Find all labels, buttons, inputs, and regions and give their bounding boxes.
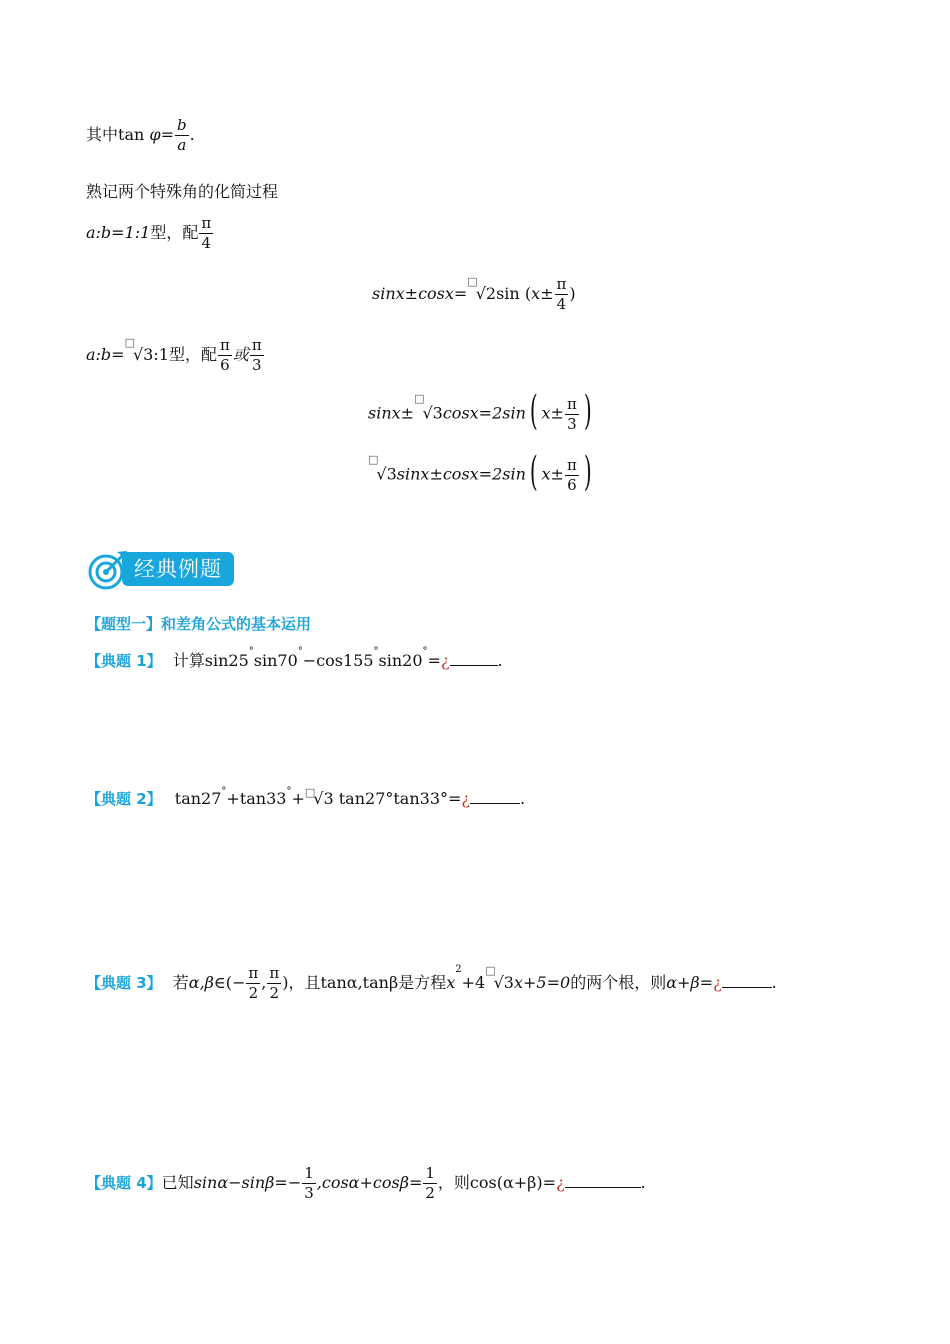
formula1 [372, 277, 576, 312]
formula1-lparen: ( [524, 284, 532, 303]
formula1-rparen: ) [569, 284, 576, 303]
case2-fraction-1 [218, 338, 232, 373]
q2-label: 【典题 2】 [86, 790, 162, 808]
q1-expr-d: sin20 [378, 651, 423, 670]
formula2-arg: x± [541, 403, 564, 423]
q1-expr-a: sin25 [204, 651, 249, 670]
question-1 [86, 648, 503, 671]
q3-frac2-den: 2 [269, 984, 280, 1002]
q2-plus: + [291, 789, 305, 808]
formula1-lhs: sinx±cosx= [372, 284, 468, 303]
q2-mark: ¿ [461, 789, 470, 808]
q1-degree-2: ° [297, 646, 303, 657]
formula1-func: sin [496, 284, 520, 303]
q1-degree-4: ° [422, 646, 428, 657]
formula2-frac-den: 3 [567, 414, 577, 433]
q4-ask: cos(α+β)= [469, 1173, 557, 1192]
q4-label: 【典题 4】 [86, 1174, 162, 1192]
section-banner-label: 经典例题 [122, 552, 234, 586]
memo-title: 熟记两个特殊角的化简过程 [86, 182, 279, 201]
formula1-radical: √2 [475, 284, 497, 303]
q2-expr-a: tan27 [174, 789, 222, 808]
formula1-frac-num: π [556, 275, 567, 293]
question-2 [86, 788, 525, 809]
q3-eq-c: x+5=0 [513, 973, 571, 992]
case1-type: 型，配 [150, 223, 199, 242]
q3-square: 2 [455, 964, 462, 975]
case1-frac-den: 4 [201, 234, 212, 252]
case2-type: 型，配 [168, 345, 217, 364]
q2-degree-1: ° [221, 786, 227, 797]
intro-tan: tan [118, 125, 145, 144]
formula3-radical: √3 [376, 464, 397, 484]
q3-vars: α,β∈ [188, 973, 226, 992]
q1-expr-b: sin70 [253, 651, 298, 670]
q4-frac2-num: 1 [425, 1164, 435, 1182]
q1-expr-c: −cos155 [302, 651, 374, 670]
q3-mid-c: 的两个根，则 [570, 973, 667, 992]
intro-line [86, 118, 195, 153]
case2-line [86, 338, 265, 373]
question-4 [86, 1166, 646, 1201]
q3-lparen: ( [225, 973, 233, 992]
q3-answer-blank [722, 973, 772, 988]
formula2-fraction [565, 394, 579, 433]
case1-fraction [199, 216, 213, 251]
formula1-fraction [555, 277, 569, 312]
q2-expr-b: +tan33 [226, 789, 287, 808]
formula2-frac-num: π [566, 394, 577, 413]
q4-answer-blank [565, 1173, 641, 1188]
case2-ratio-b: :1 [153, 345, 169, 364]
q3-tans: tanα,tanβ [320, 973, 399, 992]
case2-frac2-num: π [251, 336, 262, 354]
section-subtitle: 【题型一】和差角公式的基本运用 [86, 615, 312, 633]
q4-frac1-num: 1 [304, 1164, 314, 1182]
q3-root-index: □ [485, 964, 496, 977]
formula1-arg: x± [531, 284, 554, 303]
case1-ratio: a:b=1:1 [86, 223, 151, 242]
q2-answer-blank [470, 789, 520, 804]
q3-mid-a: ，且 [288, 973, 321, 992]
q4-fraction-1 [302, 1166, 316, 1201]
case2-or: 或 [232, 345, 249, 364]
q3-eq-a: x [446, 973, 456, 992]
q2-expr-c: tan27°tan33°= [338, 789, 462, 808]
case2-ratio-a: a:b= [86, 345, 125, 364]
q3-mid-b: 是方程 [398, 973, 447, 992]
q3-minus: − [232, 973, 246, 992]
case1-line [86, 216, 214, 251]
formula3-fraction [565, 455, 579, 494]
formula3-arg: x± [541, 464, 564, 484]
q3-mark: ¿ [713, 973, 722, 992]
q1-answer-blank [450, 651, 498, 666]
formula3-root-index: □ [368, 453, 379, 466]
formula3-lhs: sinx±cosx=2sin [396, 464, 526, 484]
q4-period: . [640, 1173, 646, 1192]
case1-frac-num: π [201, 214, 212, 232]
intro-period: . [189, 125, 195, 144]
formula2-lhs-a: sinx± [368, 403, 415, 423]
q3-eq-b: +4 [461, 973, 486, 992]
q4-mark: ¿ [556, 1173, 565, 1192]
case2-root-index: □ [124, 336, 135, 349]
formula2-lhs-b: cosx=2sin [442, 403, 526, 423]
formula3 [368, 449, 595, 495]
q1-degree-3: ° [373, 646, 379, 657]
formula3-left-bracket: ( [529, 449, 538, 495]
q3-fraction-1 [246, 966, 260, 1001]
q4-frac2-den: 2 [425, 1184, 435, 1202]
q3-ask: α+β= [666, 973, 714, 992]
q2-radical: √3 [313, 789, 334, 808]
question-3 [86, 966, 777, 1001]
formula3-frac-num: π [566, 455, 577, 474]
section-banner [86, 548, 236, 592]
q4-mid: ，则 [437, 1173, 470, 1192]
q3-radical: √3 [493, 973, 514, 992]
q3-prefix: 若 [172, 973, 189, 992]
q3-rparen: ) [282, 973, 289, 992]
formula2-right-bracket: ) [583, 388, 592, 434]
q1-prefix: 计算 [172, 651, 205, 670]
formula3-frac-den: 6 [567, 475, 577, 494]
intro-frac-num: b [177, 116, 187, 134]
q1-eq: = [427, 651, 441, 670]
q1-label: 【典题 1】 [86, 652, 162, 670]
formula2-left-bracket: ( [529, 388, 538, 434]
q1-period: . [497, 651, 503, 670]
formula2-root-index: □ [414, 392, 425, 405]
q2-root-index: □ [304, 786, 316, 799]
q4-expr-a: sinα−sinβ=− [193, 1173, 302, 1192]
q4-expr-b: ,cosα+cosβ= [316, 1173, 423, 1192]
q3-label: 【典题 3】 [86, 974, 162, 992]
formula2 [368, 388, 595, 434]
formula1-frac-den: 4 [556, 295, 567, 313]
intro-fraction [175, 118, 189, 153]
q3-frac2-num: π [269, 964, 280, 982]
case2-frac1-den: 6 [220, 356, 230, 374]
intro-prefix: 其中 [86, 125, 119, 144]
q1-mark: ¿ [440, 651, 450, 670]
case2-radical: √3 [132, 345, 154, 364]
q4-prefix: 已知 [161, 1173, 194, 1192]
q3-period: . [771, 973, 777, 992]
intro-phi: φ [149, 125, 161, 144]
q3-comma: , [261, 973, 267, 992]
formula3-right-bracket: ) [583, 449, 592, 495]
formula1-root-index: □ [467, 275, 478, 288]
q3-fraction-2 [267, 966, 281, 1001]
q1-degree-1: ° [248, 646, 254, 657]
intro-eq: = [160, 125, 174, 144]
case2-fraction-2 [250, 338, 264, 373]
q3-frac1-num: π [248, 964, 259, 982]
q3-frac1-den: 2 [248, 984, 259, 1002]
formula2-radical: √3 [422, 403, 443, 423]
q2-degree-2: ° [286, 786, 292, 797]
q2-period: . [519, 789, 526, 808]
q4-fraction-2 [423, 1166, 437, 1201]
intro-frac-den: a [177, 136, 187, 154]
q4-frac1-den: 3 [304, 1184, 314, 1202]
case2-frac2-den: 3 [251, 356, 262, 374]
case2-frac1-num: π [219, 336, 230, 354]
